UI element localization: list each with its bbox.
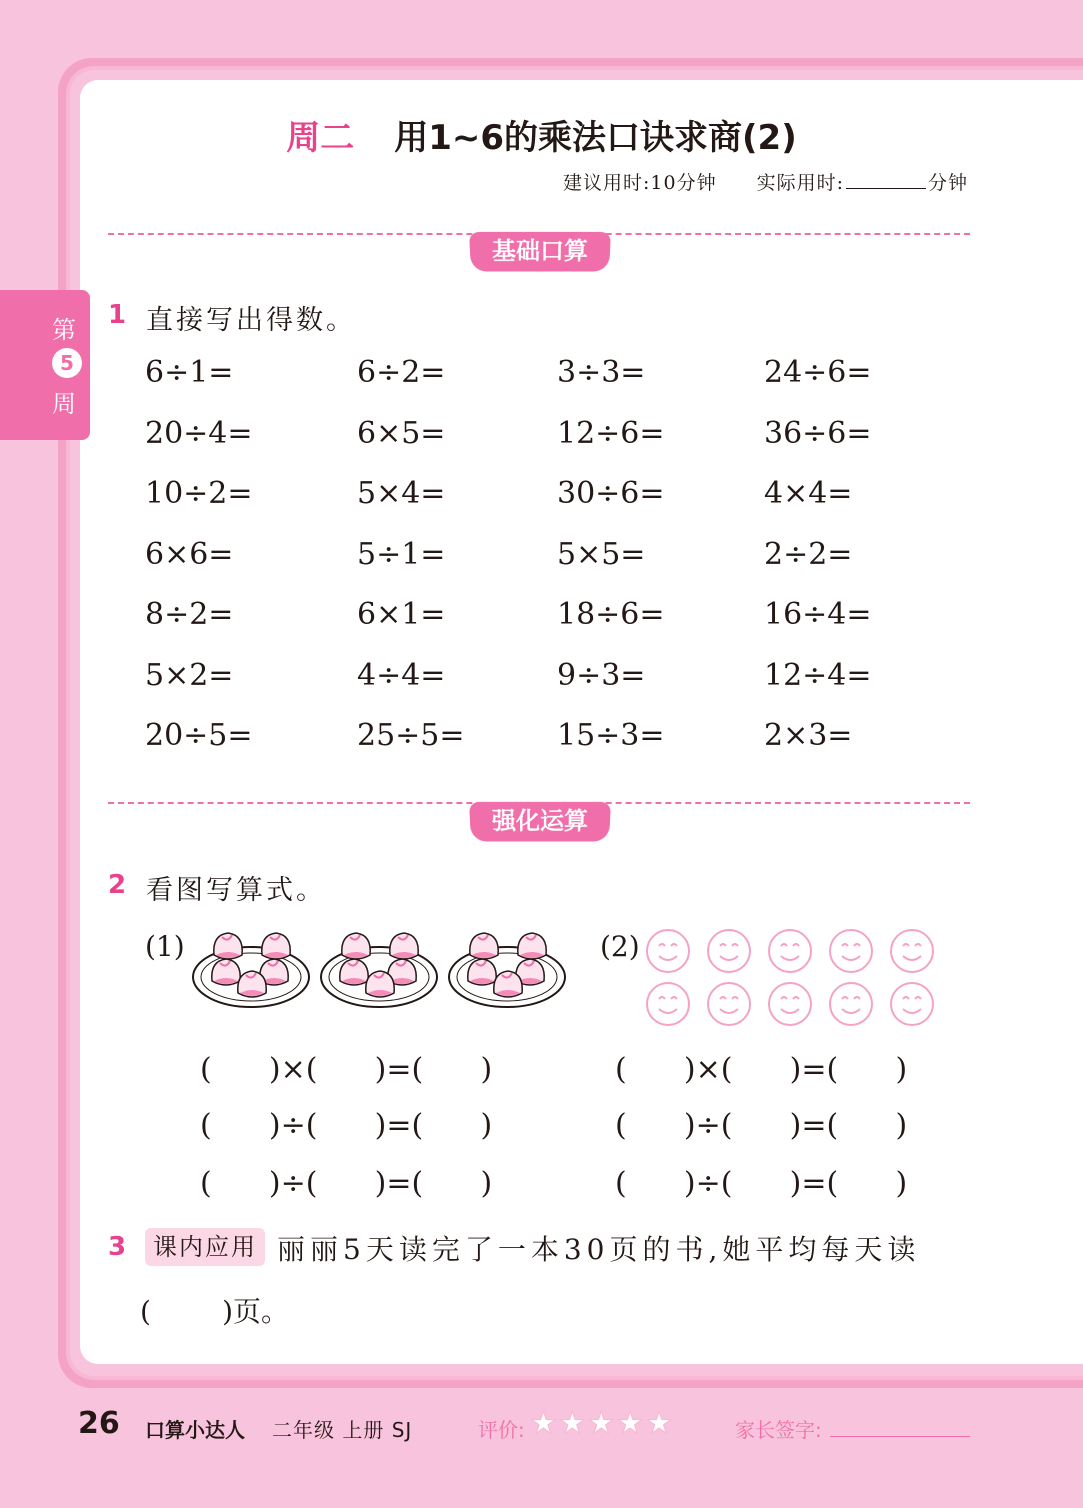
footer [0, 1400, 1083, 1450]
equation-row[interactable]: ( )÷( )=( ) [200, 1108, 493, 1143]
calc-problem[interactable]: 6÷2= [357, 355, 446, 390]
title-text: 用1~6的乘法口诀求商(2) [394, 118, 797, 158]
peach-icon [390, 933, 418, 959]
calc-problem[interactable]: 12÷4= [764, 657, 872, 693]
equation-row[interactable]: ( )÷( )=( ) [615, 1166, 908, 1201]
question-number: 3 [108, 1232, 127, 1262]
calc-problem[interactable]: 3÷3= [557, 355, 646, 390]
calc-problem[interactable]: 5÷1= [357, 536, 446, 572]
calc-grid [145, 355, 965, 779]
calc-problem[interactable]: 4×4= [764, 476, 853, 511]
question-tag: 课内应用 [145, 1228, 265, 1266]
week-tab [0, 290, 90, 440]
peach-icon [518, 933, 546, 959]
plate-of-peaches [446, 925, 568, 1013]
question-prompt: 直接写出得数。 [146, 305, 356, 336]
section-label-basic: 基础口算 [469, 232, 611, 272]
week-tab-prefix: 第 [52, 316, 76, 344]
peach-icon [214, 933, 242, 959]
calc-row [145, 597, 965, 658]
calc-problem[interactable]: 20÷5= [145, 718, 253, 753]
actual-time-blank[interactable] [846, 188, 926, 189]
peach-icon [470, 933, 498, 959]
answer-line[interactable]: ( )页。 [140, 1295, 290, 1328]
calc-problem[interactable]: 18÷6= [557, 597, 665, 632]
suggested-time: 建议用时:10分钟 [562, 172, 717, 194]
smiley-icon [889, 928, 935, 974]
calc-row [145, 416, 965, 477]
week-tab-number: 5 [52, 348, 82, 378]
actual-time-unit: 分钟 [927, 172, 968, 194]
smiley-icon [645, 928, 691, 974]
smiley-icon [828, 928, 874, 974]
equation-row[interactable]: ( )÷( )=( ) [200, 1166, 493, 1201]
calc-problem[interactable]: 4÷4= [357, 657, 446, 693]
peach-icon [340, 959, 368, 985]
question-prompt: 看图写算式。 [146, 875, 326, 906]
peach-icon [468, 959, 496, 985]
evaluation-label: 评价: [478, 1418, 525, 1442]
calc-row [145, 355, 965, 416]
calc-problem[interactable]: 5×2= [145, 657, 234, 693]
section-label-advanced: 强化运算 [469, 802, 611, 842]
calc-problem[interactable]: 6×6= [145, 536, 234, 572]
plate-of-peaches [190, 925, 312, 1013]
equation-row[interactable]: ( )×( )=( ) [615, 1052, 908, 1087]
smiley-icon [706, 928, 752, 974]
peach-icon [342, 933, 370, 959]
calc-problem[interactable]: 5×5= [557, 536, 646, 572]
smiley-faces-picture [645, 928, 945, 1028]
smiley-icon [767, 981, 813, 1027]
calc-problem[interactable]: 6×1= [357, 597, 446, 632]
peach-plates-picture [190, 925, 580, 1015]
calc-problem[interactable]: 8÷2= [145, 597, 234, 632]
calc-problem[interactable]: 2÷2= [764, 536, 853, 572]
page-number: 26 [78, 1406, 120, 1441]
actual-time-label: 实际用时: [756, 172, 844, 194]
part-label: (2) [600, 930, 640, 963]
part-label: (1) [145, 930, 185, 963]
calc-problem[interactable]: 6÷1= [145, 355, 234, 390]
calc-problem[interactable]: 15÷3= [557, 718, 665, 753]
smiley-icon [645, 981, 691, 1027]
calc-problem[interactable]: 20÷4= [145, 415, 253, 451]
time-row [563, 168, 968, 195]
calc-problem[interactable]: 25÷5= [357, 718, 465, 753]
plate-of-peaches [318, 925, 440, 1013]
calc-row [145, 658, 965, 719]
question-text: 丽丽5天读完了一本30页的书,她平均每天读 [277, 1233, 921, 1266]
calc-problem[interactable]: 6×5= [357, 415, 446, 451]
calc-problem[interactable]: 9÷3= [557, 657, 646, 693]
question-number: 1 [108, 300, 127, 330]
grade-info: 二年级 上册 SJ [272, 1418, 413, 1442]
calc-problem[interactable]: 12÷6= [557, 415, 665, 451]
brand-name: 口算小达人 [145, 1418, 245, 1442]
calc-row [145, 718, 965, 779]
peach-icon [262, 933, 290, 959]
calc-problem[interactable]: 24÷6= [764, 355, 872, 390]
calc-problem[interactable]: 36÷6= [764, 415, 872, 451]
calc-problem[interactable]: 5×4= [357, 476, 446, 511]
peach-icon [212, 959, 240, 985]
calc-problem[interactable]: 16÷4= [764, 597, 872, 632]
calc-problem[interactable]: 10÷2= [145, 476, 253, 511]
equation-row[interactable]: ( )×( )=( ) [200, 1052, 493, 1087]
parent-sign-label: 家长签字: [735, 1418, 822, 1442]
rating-stars[interactable]: ★★★★★ [530, 1406, 675, 1441]
smiley-icon [767, 928, 813, 974]
calc-problem[interactable]: 30÷6= [557, 476, 665, 511]
smiley-icon [706, 981, 752, 1027]
title-day: 周二 [286, 118, 355, 158]
equation-row[interactable]: ( )÷( )=( ) [615, 1108, 908, 1143]
peach-icon [238, 971, 266, 997]
parent-sign-blank[interactable] [830, 1436, 970, 1437]
page-title [0, 110, 1083, 159]
peach-icon [366, 971, 394, 997]
calc-row [145, 476, 965, 537]
peach-icon [494, 971, 522, 997]
smiley-icon [889, 981, 935, 1027]
calc-problem[interactable]: 2×3= [764, 718, 853, 753]
week-tab-suffix: 周 [52, 390, 76, 418]
question-number: 2 [108, 870, 127, 900]
smiley-icon [828, 981, 874, 1027]
calc-row [145, 537, 965, 598]
